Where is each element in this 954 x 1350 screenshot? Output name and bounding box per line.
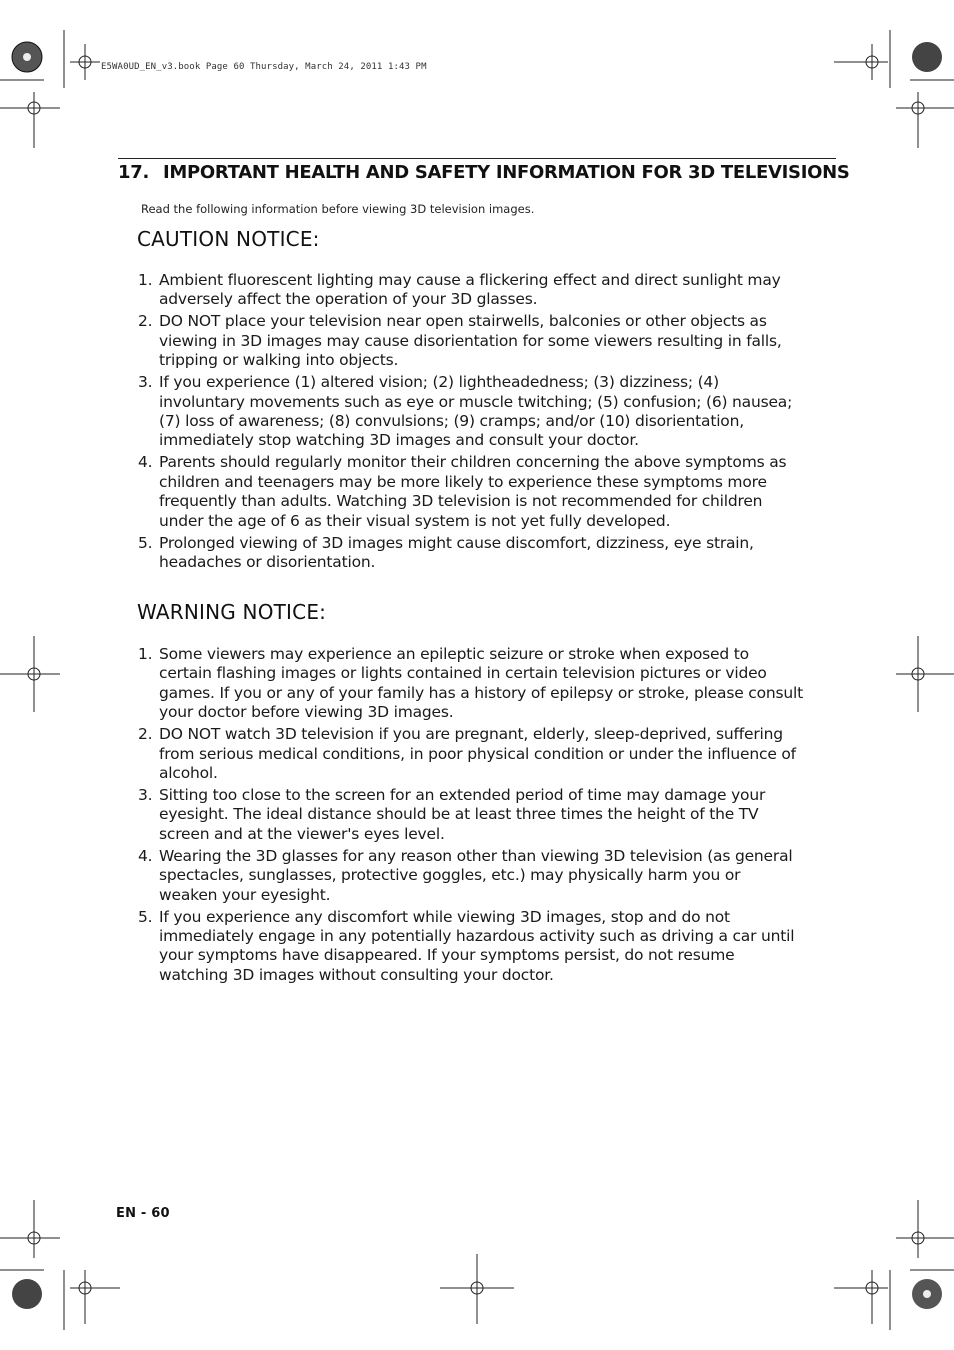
- item-text: Parents should regularly monitor their children concerning the above symptoms as children and teenagers may be more likely to experience these symptoms more frequently than adults. Watching 3D television is not recommended for children under the age of 6 as their visual system is not yet fully developed.: [159, 453, 787, 530]
- section-title: [118, 158, 850, 183]
- item-text: If you experience (1) altered vision; (2) lightheadedness; (3) dizziness; (4) involuntary movements such as eye or muscle twitching; (5) confusion; (6) nausea; (7) loss of awareness; (8) convulsions; (9) cramps; and/or (10) disorientation, immediately stop watching 3D images and consult your doctor.: [159, 373, 793, 450]
- item-number: 4.: [138, 846, 153, 865]
- list-item: [138, 312, 803, 370]
- list-item: [138, 271, 803, 310]
- list-item: [138, 645, 803, 723]
- list-item: [138, 847, 803, 905]
- item-text: Some viewers may experience an epileptic seizure or stroke when exposed to certain flashing images or lights contained in certain television pictures or video games. If you or any of your family has a history of epilepsy or stroke, please consult your doctor before viewing 3D images.: [159, 645, 803, 722]
- list-item: [138, 534, 803, 573]
- section-title-text: IMPORTANT HEALTH AND SAFETY INFORMATION FOR 3D TELEVISIONS: [163, 162, 850, 183]
- list-item: [138, 908, 803, 986]
- item-number: 1.: [138, 645, 153, 663]
- item-number: 2.: [138, 725, 153, 744]
- item-text: DO NOT watch 3D television if you are pregnant, elderly, sleep-deprived, suffering from serious medical conditions, in poor physical condition or under the influence of alcohol.: [159, 725, 796, 783]
- item-text: Ambient fluorescent lighting may cause a flickering effect and direct sunlight may adversely affect the operation of your 3D glasses.: [159, 271, 781, 309]
- item-text: Wearing the 3D glasses for any reason other than viewing 3D television (as general spectacles, sunglasses, protective goggles, etc.) may physically harm you or weaken your eyesight.: [159, 846, 793, 904]
- item-text: Prolonged viewing of 3D images might cause discomfort, dizziness, eye strain, headaches or disorientation.: [159, 533, 754, 572]
- item-number: 2.: [138, 312, 153, 331]
- caution-heading: CAUTION NOTICE:: [137, 227, 320, 251]
- item-number: 1.: [138, 271, 153, 289]
- list-item: [138, 725, 803, 783]
- intro-text: Read the following information before viewing 3D television images.: [141, 202, 535, 216]
- item-text: If you experience any discomfort while viewing 3D images, stop and do not immediately engage in any potentially hazardous activity such as driving a car until your symptoms have disappeared. If your symptoms persist, do not resume watching 3D images without consulting your doctor.: [159, 907, 795, 984]
- page-number: EN - 60: [116, 1206, 170, 1221]
- warning-list: [138, 645, 803, 988]
- item-number: 3.: [138, 786, 153, 805]
- item-number: 5.: [138, 533, 153, 552]
- item-number: 5.: [138, 907, 153, 926]
- warning-heading: WARNING NOTICE:: [137, 600, 327, 624]
- item-number: 4.: [138, 453, 153, 472]
- list-item: [138, 786, 803, 844]
- item-text: Sitting too close to the screen for an extended period of time may damage your eyesight. The ideal distance should be at least three times the height of the TV screen and at the viewer's eyes level.: [159, 786, 766, 843]
- print-header: E5WA0UD_EN_v3.book Page 60 Thursday, March 24, 2011 1:43 PM: [101, 62, 427, 72]
- caution-list: [138, 271, 803, 575]
- item-number: 3.: [138, 373, 153, 392]
- section-number: 17.: [118, 162, 149, 183]
- list-item: [138, 453, 803, 531]
- item-text: DO NOT place your television near open stairwells, balconies or other objects as viewing in 3D images may cause disorientation for some viewers resulting in falls, tripping or walking into objects.: [159, 312, 782, 370]
- list-item: [138, 373, 803, 451]
